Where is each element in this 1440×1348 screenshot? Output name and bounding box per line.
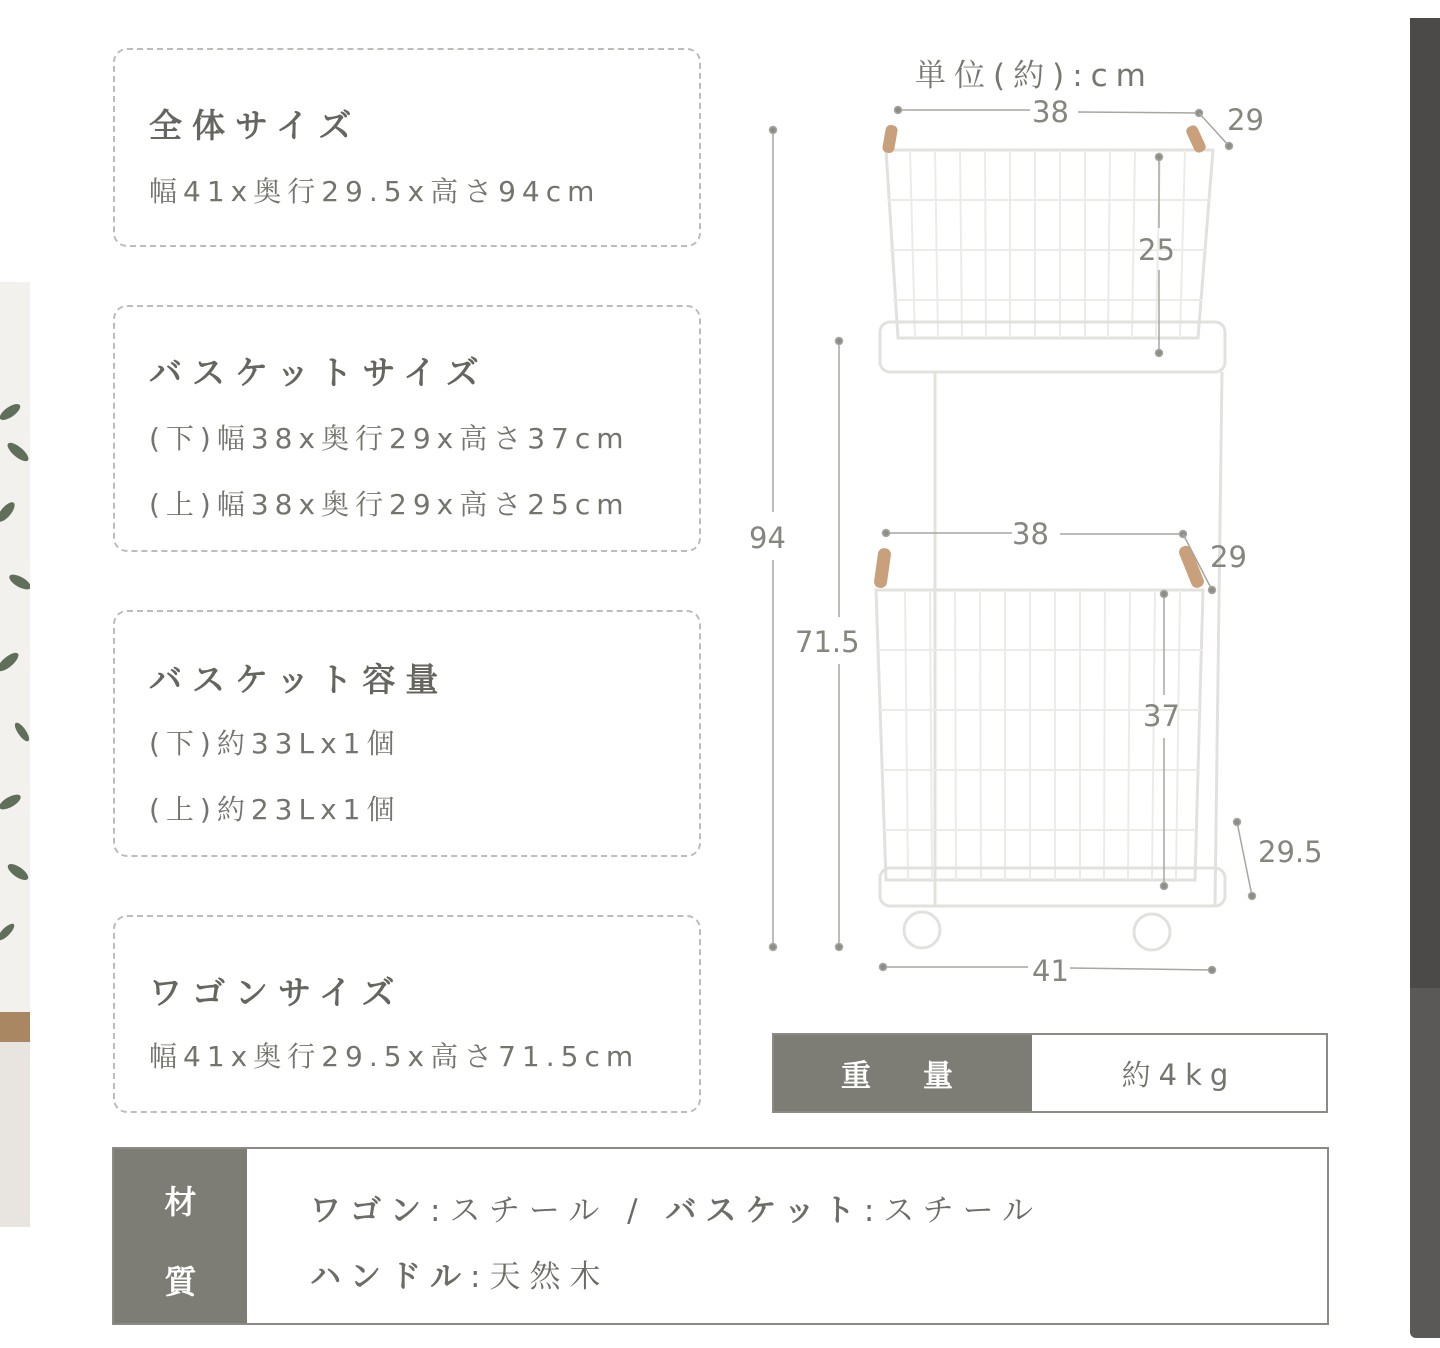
material-table	[112, 1147, 1329, 1325]
dim-wagon-height: 71.5	[795, 625, 860, 659]
weight-label: 重量	[774, 1035, 1032, 1111]
weight-value: 約4kg	[1121, 1057, 1237, 1092]
card-line: 幅41x奥行29.5x高さ94cm	[149, 175, 601, 208]
handle-material-label: ハンドル	[310, 1259, 470, 1295]
dim-wagon-width: 41	[1032, 954, 1069, 988]
wagon-illustration	[876, 150, 1225, 950]
material-separator: /	[608, 1193, 666, 1229]
dim-top-height: 25	[1138, 233, 1175, 267]
card-line: (上)幅38x奥行29x高さ25cm	[149, 488, 630, 521]
material-label-cell	[114, 1149, 247, 1323]
basket-material-label: バスケット	[665, 1193, 864, 1229]
dim-total-height: 94	[749, 521, 786, 555]
material-label-char: 質	[164, 1263, 197, 1301]
dim-bottom-depth: 29	[1210, 540, 1247, 574]
material-label-char: 材	[164, 1183, 197, 1221]
dim-top-width: 38	[1032, 95, 1069, 129]
card-title: ワゴンサイズ	[149, 973, 405, 1012]
card-line: 幅41x奥行29.5x高さ71.5cm	[149, 1040, 640, 1073]
material-line-1	[310, 1185, 1042, 1230]
dim-bottom-height: 37	[1143, 699, 1180, 733]
card-line: (下)幅38x奥行29x高さ37cm	[149, 422, 630, 455]
unit-label: 単位(約):cm	[915, 58, 1154, 94]
card-title: 全体サイズ	[149, 106, 362, 145]
wagon-material-value: :スチール	[430, 1193, 609, 1229]
basket-material-value: :スチール	[863, 1193, 1043, 1229]
wagon-material-label: ワゴン	[310, 1193, 430, 1229]
dim-top-depth: 29	[1227, 103, 1264, 137]
dim-wagon-depth: 29.5	[1258, 835, 1323, 869]
dim-bottom-width: 38	[1012, 517, 1049, 551]
material-line-2	[310, 1251, 609, 1296]
card-line: (上)約23Lx1個	[149, 793, 401, 826]
card-title: バスケットサイズ	[149, 353, 489, 392]
weight-table	[772, 1033, 1328, 1113]
handle-material-value: :天然木	[470, 1259, 610, 1295]
card-line: (下)約33Lx1個	[149, 727, 401, 760]
card-title: バスケット容量	[149, 660, 449, 699]
